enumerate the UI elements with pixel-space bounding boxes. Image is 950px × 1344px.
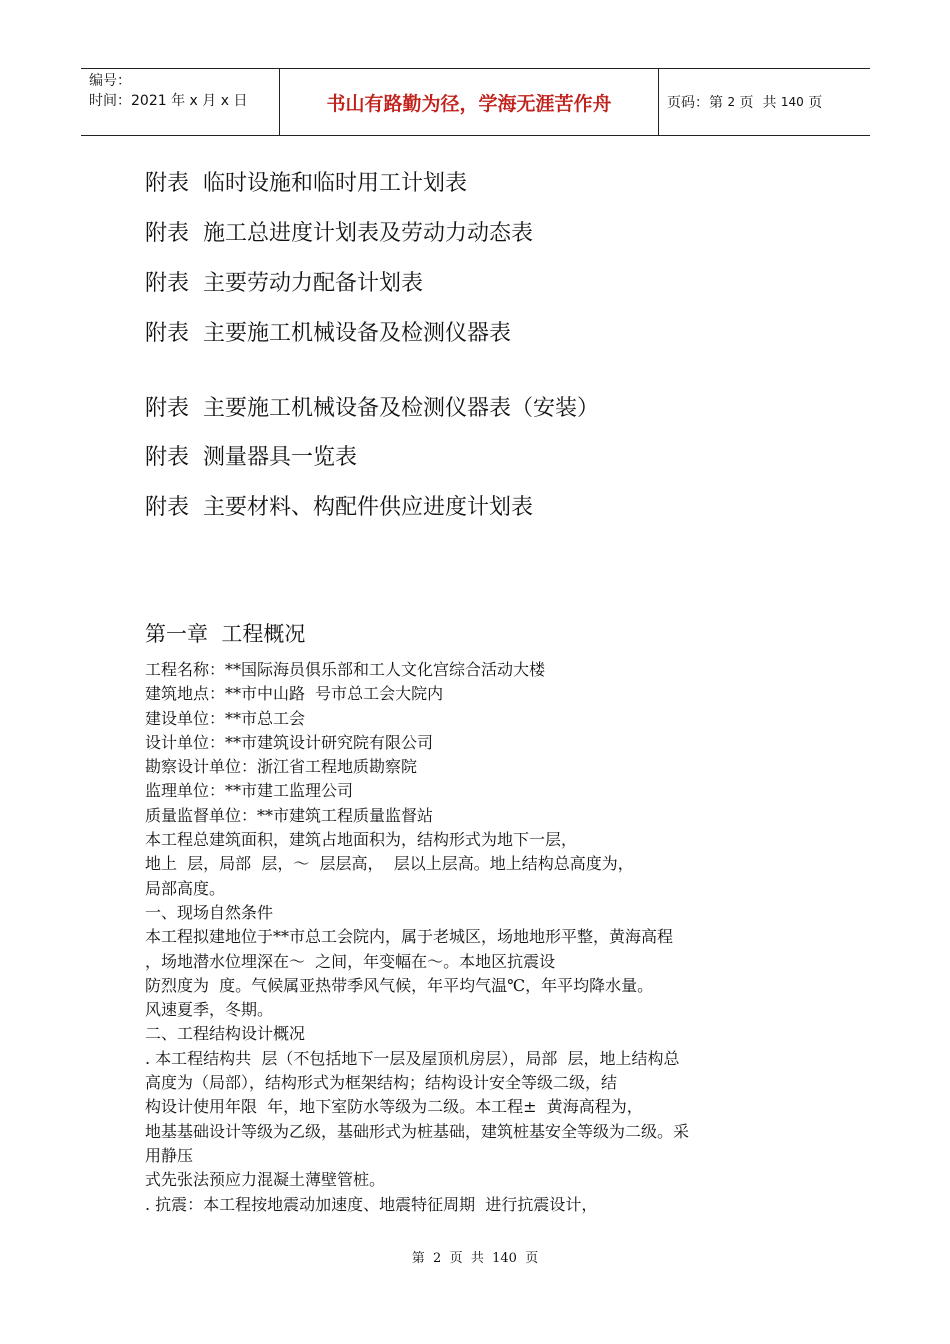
body-line: 地基基础设计等级为乙级，基础形式为桩基础，建筑桩基安全等级为二级。采 [145, 1121, 690, 1141]
body-line: 防烈度为 度。气候属亚热带季风气候，年平均气温℃，年平均降水量。 [145, 975, 654, 995]
body-line: 高度为（局部），结构形式为框架结构；结构设计安全等级二级，结 [145, 1073, 618, 1093]
page-total: 140 [780, 95, 804, 109]
body-line: 建筑地点：**市中山路 号市总工会大院内 [145, 684, 444, 704]
body-line: 建设单位：**市总工会 [145, 708, 306, 728]
body-line: 用静压 [145, 1145, 194, 1165]
page-prefix: 页码：第 [667, 95, 728, 111]
body-text [145, 658, 825, 1217]
body-line: . 本工程结构共 层（不包括地下一层及屋顶机房层），局部 层，地上结构总 [145, 1048, 680, 1068]
page-mid: 页 共 [735, 95, 781, 111]
body-line: 本工程总建筑面积，建筑占地面积为，结构形式为地下一层， [145, 830, 578, 850]
body-line: 地上 层，局部 层，～ 层层高， 层以上层高。地上结构总高度为， [145, 854, 634, 874]
appendix-item: 附表 测量器具一览表 [145, 445, 357, 470]
section-heading: 二、工程结构设计概况 [145, 1024, 306, 1044]
page-current: 2 [727, 95, 736, 109]
body-line: 勘察设计单位：浙江省工程地质勘察院 [145, 757, 418, 777]
appendix-item: 附表 主要施工机械设备及检测仪器表（安装） [145, 396, 599, 421]
body-line: 风速夏季，冬期。 [145, 1000, 274, 1020]
body-line: 式先张法预应力混凝土薄壁管桩。 [145, 1170, 386, 1190]
header-meta [81, 69, 280, 135]
appendix-item: 附表 施工总进度计划表及劳动力动态表 [145, 221, 533, 246]
body-line: 设计单位：**市建筑设计研究院有限公司 [145, 732, 434, 752]
body-line: 质量监督单位：**市建筑工程质量监督站 [145, 805, 434, 825]
appendix-item: 附表 主要施工机械设备及检测仪器表 [145, 321, 511, 346]
appendix-item: 附表 主要材料、构配件供应进度计划表 [145, 495, 533, 520]
body-line: ，场地潜水位埋深在～ 之间，年变幅在～。本地区抗震设 [145, 951, 556, 971]
header-motto: 书山有路勤为径，学海无涯苦作舟 [280, 69, 659, 135]
section-heading: 一、现场自然条件 [145, 902, 274, 922]
page-header [81, 68, 870, 136]
chapter-title: 第一章 工程概况 [145, 622, 306, 646]
body-line: 局部高度。 [145, 878, 226, 898]
page-suffix: 页 [803, 95, 823, 111]
time-label: 时间：2021 年 x 月 x 日 [89, 93, 248, 109]
appendix-item: 附表 临时设施和临时用工计划表 [145, 171, 467, 196]
header-page-info [659, 69, 870, 135]
body-line: 监理单位：**市建工监理公司 [145, 781, 354, 801]
number-label: 编号： [89, 73, 131, 89]
body-line: 本工程拟建地位于**市总工会院内，属于老城区，场地地形平整，黄海高程 [145, 927, 674, 947]
appendix-item: 附表 主要劳动力配备计划表 [145, 271, 423, 296]
body-line: 工程名称：**国际海员俱乐部和工人文化宫综合活动大楼 [145, 660, 546, 679]
body-line: . 抗震：本工程按地震动加速度、地震特征周期 进行抗震设计， [145, 1194, 598, 1214]
body-line: 构设计使用年限 年，地下室防水等级为二级。本工程± 黄海高程为， [145, 1097, 643, 1117]
page-footer: 第 2 页 共 140 页 [411, 1251, 539, 1266]
